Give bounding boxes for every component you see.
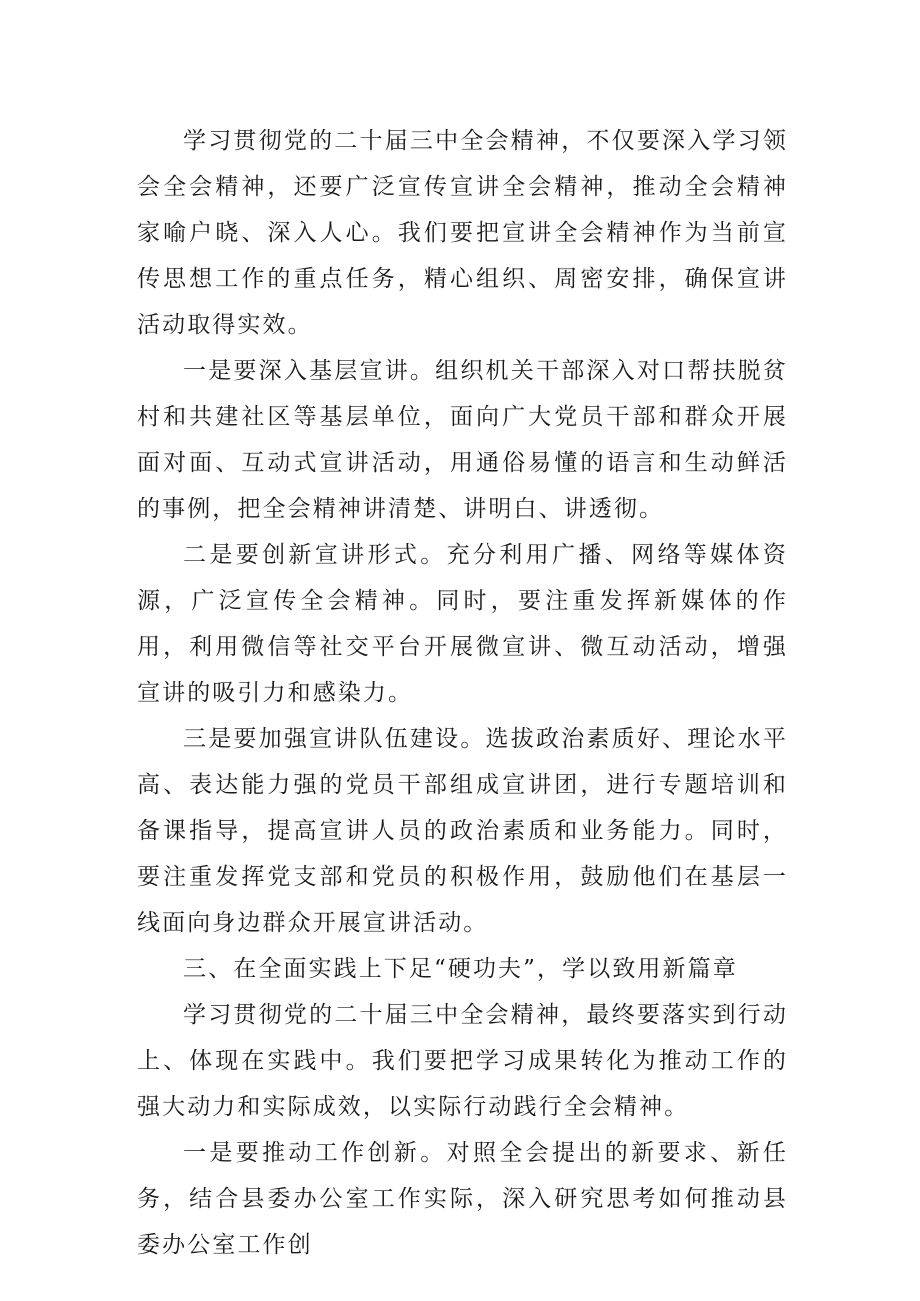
paragraph-section-point-one: 一是要推动工作创新。对照全会提出的新要求、新任务，结合县委办公室工作实际，深入研究思考如何推动县委办公室工作创 bbox=[137, 1140, 788, 1258]
paragraph-point-one: 一是要深入基层宣讲。组织机关干部深入对口帮扶脱贫村和共建社区等基层单位，面向广大党员干部和群众开展面对面、互动式宣讲活动，用通俗易懂的语言和生动鲜活的事例，把全会精神讲清楚、讲明白、讲透彻。 bbox=[137, 358, 788, 522]
paragraph-section-intro: 学习贯彻党的二十届三中全会精神，最终要落实到行动上、体现在实践中。我们要把学习成果转化为推动工作的强大动力和实际成效，以实际行动践行全会精神。 bbox=[137, 1002, 788, 1120]
document-body bbox=[137, 118, 788, 1268]
paragraph-intro: 学习贯彻党的二十届三中全会精神，不仅要深入学习领会全会精神，还要广泛宣传宣讲全会精神，推动全会精神家喻户晓、深入人心。我们要把宣讲全会精神作为当前宣传思想工作的重点任务，精心组织、周密安排，确保宣讲活动取得实效。 bbox=[137, 128, 788, 338]
section-heading: 三、在全面实践上下足“硬功夫”，学以致用新篇章 bbox=[183, 956, 738, 982]
paragraph-point-two: 二是要创新宣讲形式。充分利用广播、网络等媒体资源，广泛宣传全会精神。同时，要注重发挥新媒体的作用，利用微信等社交平台开展微宣讲、微互动活动，增强宣讲的吸引力和感染力。 bbox=[137, 542, 788, 706]
paragraph-point-three: 三是要加强宣讲队伍建设。选拔政治素质好、理论水平高、表达能力强的党员干部组成宣讲团，进行专题培训和备课指导，提高宣讲人员的政治素质和业务能力。同时，要注重发挥党支部和党员的积极作用，鼓励他们在基层一线面向身边群众开展宣讲活动。 bbox=[137, 726, 788, 936]
